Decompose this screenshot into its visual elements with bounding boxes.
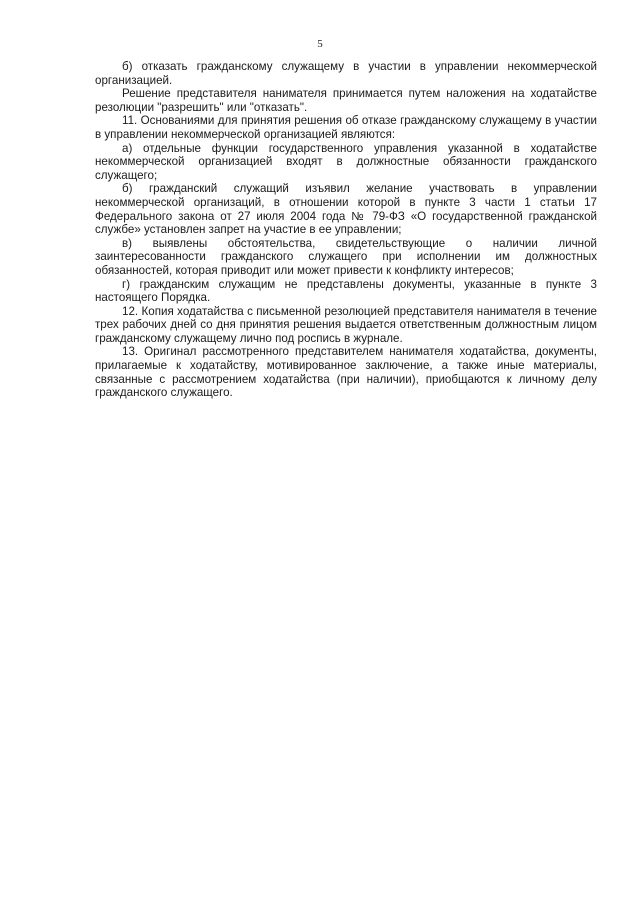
- document-body: [95, 60, 597, 400]
- paragraph-ground-b: б) гражданский служащий изъявил желание участвовать в управлении некоммерческой организаций, в отношении которой в пункте 3 части 1 статьи 17 Федерального закона от 27 июля 2004 года № 79-ФЗ «О государственной гражданской службе» установлен запрет на участие в ее управлении;: [95, 182, 597, 237]
- paragraph-ground-a: а) отдельные функции государственного управления указанной в ходатайстве некоммерческой организацией входят в должностные обязанности гражданского служащего;: [95, 141, 597, 182]
- paragraph-item-11-grounds: 11. Основаниями для принятия решения об отказе гражданскому служащему в участии в управлении некоммерческой организацией являются:: [95, 114, 597, 141]
- paragraph-item-12-copy: 12. Копия ходатайства с письменной резолюцией представителя нанимателя в течение трех рабочих дней со дня принятия решения выдается ответственным должностным лицом гражданскому служащему лично под роспись в журнале.: [95, 304, 597, 345]
- paragraph-refuse-participation: б) отказать гражданскому служащему в участии в управлении некоммерческой организацией.: [95, 60, 597, 87]
- paragraph-decision-resolution: Решение представителя нанимателя принимается путем наложения на ходатайстве резолюции "разрешить" или "отказать".: [95, 87, 597, 114]
- paragraph-ground-g: г) гражданским служащим не представлены документы, указанные в пункте 3 настоящего Порядка.: [95, 277, 597, 305]
- paragraph-ground-v: в) выявлены обстоятельства, свидетельствующие о наличии личной заинтересованности гражданского служащего при исполнении им должностных обязанностей, которая приводит или может привести к конфликту интересов;: [95, 236, 597, 277]
- page-number: 5: [317, 38, 323, 50]
- paragraph-item-13-original: 13. Оригинал рассмотренного представителем нанимателя ходатайства, документы, прилагаемые к ходатайству, мотивированное заключение, а также иные материалы, связанные с рассмотрением ходатайства (при наличии), приобщаются к личному делу гражданского служащего.: [95, 345, 597, 400]
